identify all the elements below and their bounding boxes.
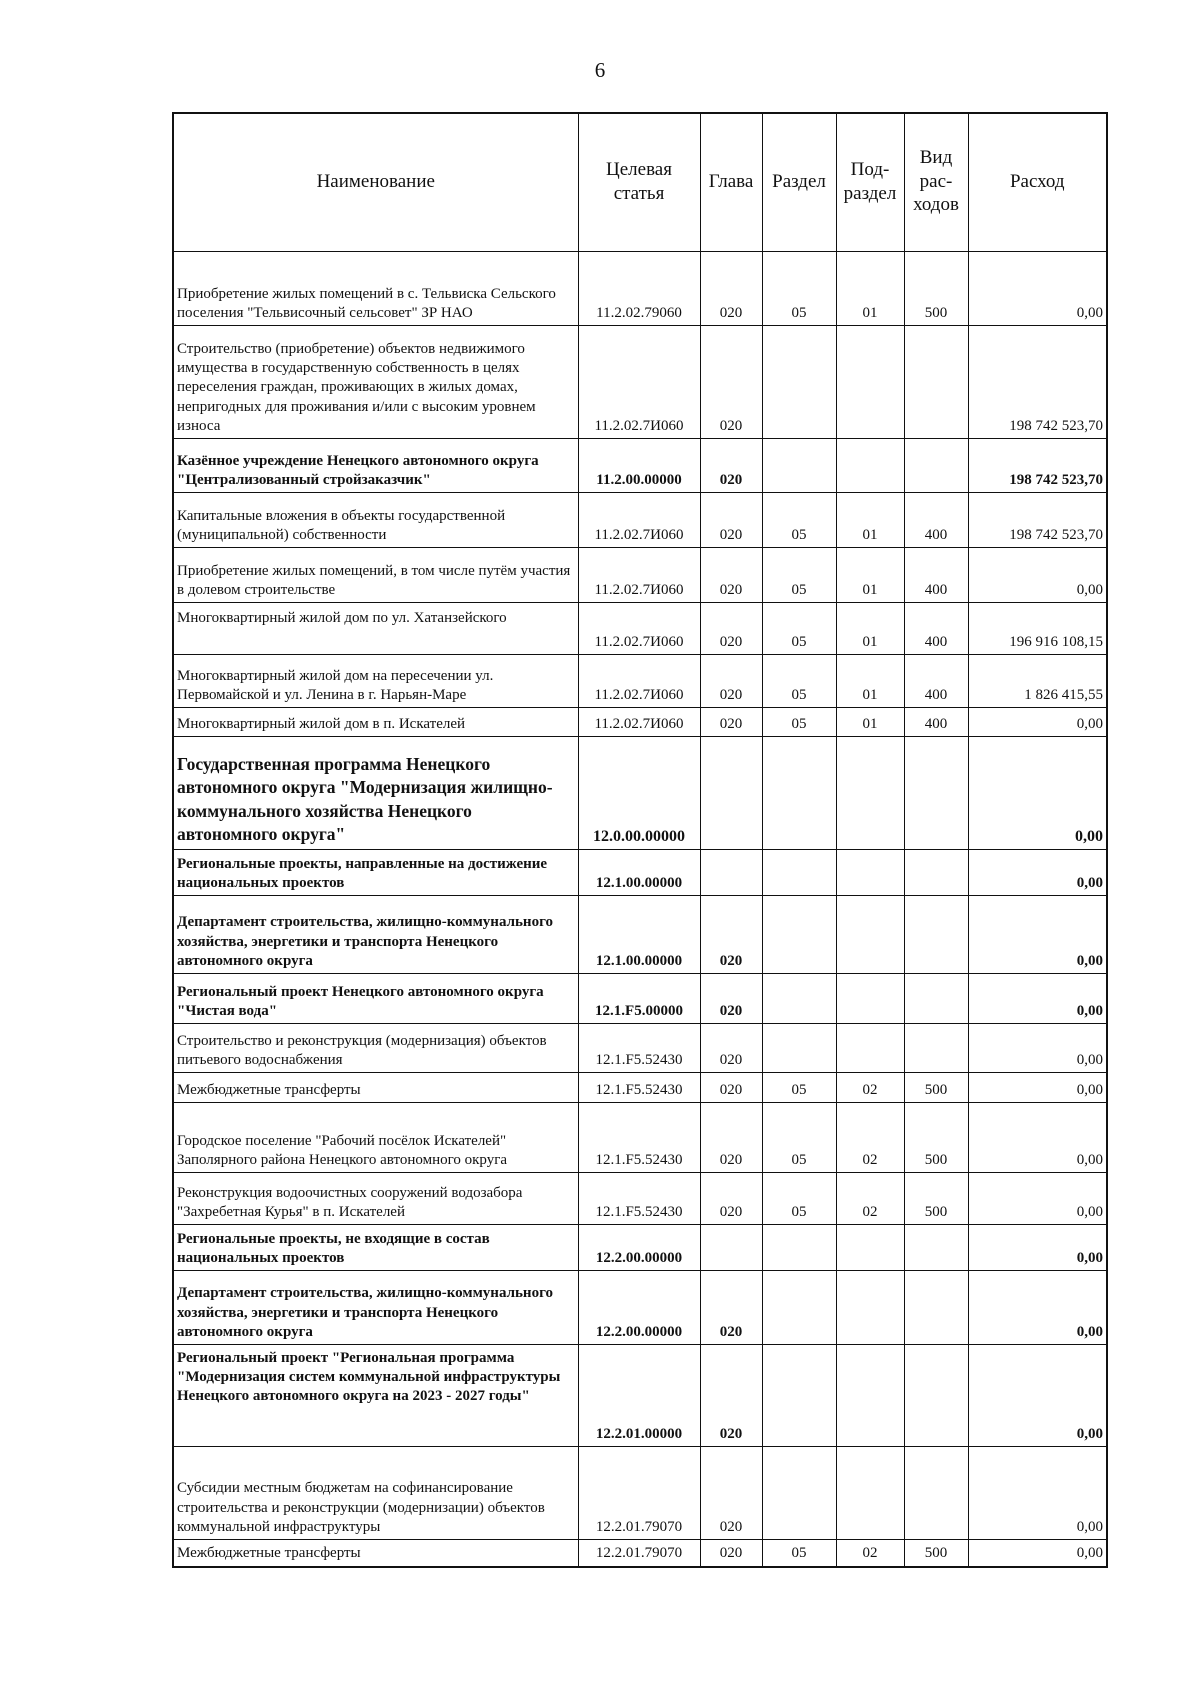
table-row bbox=[173, 655, 1107, 708]
table-row bbox=[173, 708, 1107, 737]
row-target: 12.2.01.00000 bbox=[578, 1345, 700, 1447]
row-type: 400 bbox=[904, 548, 968, 603]
row-section: 05 bbox=[762, 1173, 836, 1225]
row-chapter: 020 bbox=[700, 655, 762, 708]
row-target: 12.2.01.79070 bbox=[578, 1447, 700, 1540]
row-subsection bbox=[836, 974, 904, 1024]
row-chapter: 020 bbox=[700, 708, 762, 737]
row-amount: 0,00 bbox=[968, 1024, 1107, 1073]
row-chapter: 020 bbox=[700, 1447, 762, 1540]
row-amount: 0,00 bbox=[968, 1345, 1107, 1447]
row-subsection bbox=[836, 1024, 904, 1073]
row-name: Межбюджетные трансферты bbox=[173, 1073, 578, 1103]
row-type bbox=[904, 1447, 968, 1540]
row-name: Городское поселение "Рабочий посёлок Искателей" Заполярного района Ненецкого автономного округа bbox=[173, 1103, 578, 1173]
row-type: 400 bbox=[904, 708, 968, 737]
row-target: 11.2.00.00000 bbox=[578, 439, 700, 493]
header-target-article: Целевая статья bbox=[578, 113, 700, 252]
row-target: 12.1.F5.52430 bbox=[578, 1173, 700, 1225]
row-subsection bbox=[836, 737, 904, 850]
row-name: Региональные проекты, не входящие в состав национальных проектов bbox=[173, 1225, 578, 1271]
row-section: 05 bbox=[762, 603, 836, 655]
header-expense: Расход bbox=[968, 113, 1107, 252]
row-subsection: 01 bbox=[836, 548, 904, 603]
row-chapter: 020 bbox=[700, 493, 762, 548]
row-target: 12.1.F5.52430 bbox=[578, 1073, 700, 1103]
row-name: Многоквартирный жилой дом в п. Искателей bbox=[173, 708, 578, 737]
row-subsection bbox=[836, 1271, 904, 1345]
row-section: 05 bbox=[762, 493, 836, 548]
row-chapter: 020 bbox=[700, 974, 762, 1024]
row-section: 05 bbox=[762, 1103, 836, 1173]
row-section bbox=[762, 896, 836, 974]
row-target: 12.1.F5.00000 bbox=[578, 974, 700, 1024]
table-row bbox=[173, 1271, 1107, 1345]
table-row bbox=[173, 493, 1107, 548]
row-section bbox=[762, 1345, 836, 1447]
budget-table bbox=[172, 112, 1108, 1568]
row-chapter: 020 bbox=[700, 1103, 762, 1173]
row-target: 12.1.00.00000 bbox=[578, 896, 700, 974]
header-chapter: Глава bbox=[700, 113, 762, 252]
row-name: Строительство и реконструкция (модернизация) объектов питьевого водоснабжения bbox=[173, 1024, 578, 1073]
row-subsection: 02 bbox=[836, 1173, 904, 1225]
row-amount: 0,00 bbox=[968, 850, 1107, 896]
row-subsection bbox=[836, 1447, 904, 1540]
row-name: Субсидии местным бюджетам на софинансирование строительства и реконструкции (модернизации) объектов коммунальной инфраструктуры bbox=[173, 1447, 578, 1540]
row-subsection bbox=[836, 896, 904, 974]
row-subsection bbox=[836, 850, 904, 896]
row-subsection: 01 bbox=[836, 603, 904, 655]
row-target: 12.0.00.00000 bbox=[578, 737, 700, 850]
row-amount: 0,00 bbox=[968, 1103, 1107, 1173]
row-type bbox=[904, 1024, 968, 1073]
row-amount: 0,00 bbox=[968, 708, 1107, 737]
row-subsection: 02 bbox=[836, 1073, 904, 1103]
row-name: Многоквартирный жилой дом по ул. Хатанзейского bbox=[173, 603, 578, 655]
row-amount: 0,00 bbox=[968, 974, 1107, 1024]
row-subsection: 02 bbox=[836, 1103, 904, 1173]
header-expense-type: Вид рас-ходов bbox=[904, 113, 968, 252]
row-name: Строительство (приобретение) объектов недвижимого имущества в государственную собственность в целях переселения граждан, проживающих в жилых домах, непригодных для проживания и/или с высоким уровнем износа bbox=[173, 326, 578, 439]
table-row bbox=[173, 439, 1107, 493]
row-type: 500 bbox=[904, 1073, 968, 1103]
table-row bbox=[173, 1024, 1107, 1073]
row-chapter: 020 bbox=[700, 326, 762, 439]
row-target: 12.1.00.00000 bbox=[578, 850, 700, 896]
table-row bbox=[173, 1073, 1107, 1103]
row-amount: 0,00 bbox=[968, 737, 1107, 850]
table-row bbox=[173, 1345, 1107, 1447]
row-name: Многоквартирный жилой дом на пересечении ул. Первомайской и ул. Ленина в г. Нарьян-Маре bbox=[173, 655, 578, 708]
table-row bbox=[173, 1540, 1107, 1567]
row-section: 05 bbox=[762, 655, 836, 708]
row-section bbox=[762, 1271, 836, 1345]
row-subsection bbox=[836, 1345, 904, 1447]
row-amount: 0,00 bbox=[968, 1073, 1107, 1103]
row-name: Казённое учреждение Ненецкого автономного округа "Централизованный стройзаказчик" bbox=[173, 439, 578, 493]
row-chapter: 020 bbox=[700, 1024, 762, 1073]
row-name: Региональные проекты, направленные на достижение национальных проектов bbox=[173, 850, 578, 896]
row-target: 12.2.00.00000 bbox=[578, 1225, 700, 1271]
row-subsection: 01 bbox=[836, 655, 904, 708]
row-type: 500 bbox=[904, 252, 968, 326]
table-row bbox=[173, 252, 1107, 326]
row-name: Приобретение жилых помещений, в том числе путём участия в долевом строительстве bbox=[173, 548, 578, 603]
row-amount: 198 742 523,70 bbox=[968, 493, 1107, 548]
row-target: 11.2.02.7И060 bbox=[578, 603, 700, 655]
row-chapter: 020 bbox=[700, 548, 762, 603]
row-target: 11.2.02.7И060 bbox=[578, 655, 700, 708]
row-target: 12.1.F5.52430 bbox=[578, 1024, 700, 1073]
row-chapter: 020 bbox=[700, 252, 762, 326]
row-name: Капитальные вложения в объекты государственной (муниципальной) собственности bbox=[173, 493, 578, 548]
row-subsection: 01 bbox=[836, 493, 904, 548]
row-name: Региональный проект "Региональная программа "Модернизация систем коммунальной инфраструктуры Ненецкого автономного округа на 2023 - 2027 годы" bbox=[173, 1345, 578, 1447]
row-section bbox=[762, 974, 836, 1024]
row-target: 11.2.02.7И060 bbox=[578, 708, 700, 737]
row-section: 05 bbox=[762, 252, 836, 326]
row-type bbox=[904, 850, 968, 896]
row-type bbox=[904, 1225, 968, 1271]
row-section bbox=[762, 737, 836, 850]
row-amount: 0,00 bbox=[968, 252, 1107, 326]
row-amount: 0,00 bbox=[968, 1271, 1107, 1345]
row-type: 400 bbox=[904, 655, 968, 708]
table-row bbox=[173, 974, 1107, 1024]
row-name: Департамент строительства, жилищно-коммунального хозяйства, энергетики и транспорта Ненецкого автономного округа bbox=[173, 896, 578, 974]
row-type bbox=[904, 974, 968, 1024]
row-section: 05 bbox=[762, 708, 836, 737]
row-type: 400 bbox=[904, 493, 968, 548]
row-amount: 0,00 bbox=[968, 1225, 1107, 1271]
row-type: 500 bbox=[904, 1173, 968, 1225]
row-type: 400 bbox=[904, 603, 968, 655]
table-row bbox=[173, 896, 1107, 974]
row-type bbox=[904, 737, 968, 850]
table-row bbox=[173, 1173, 1107, 1225]
row-amount: 0,00 bbox=[968, 1173, 1107, 1225]
row-amount: 0,00 bbox=[968, 896, 1107, 974]
row-chapter: 020 bbox=[700, 439, 762, 493]
table-row bbox=[173, 1103, 1107, 1173]
row-target: 12.1.F5.52430 bbox=[578, 1103, 700, 1173]
table-row bbox=[173, 850, 1107, 896]
row-section: 05 bbox=[762, 1073, 836, 1103]
table-row bbox=[173, 548, 1107, 603]
row-name: Департамент строительства, жилищно-коммунального хозяйства, энергетики и транспорта Ненецкого автономного округа bbox=[173, 1271, 578, 1345]
row-name: Государственная программа Ненецкого автономного округа "Модернизация жилищно-коммунального хозяйства Ненецкого автономного округа" bbox=[173, 737, 578, 850]
row-chapter: 020 bbox=[700, 1345, 762, 1447]
row-subsection: 01 bbox=[836, 252, 904, 326]
header-subsection: Под-раздел bbox=[836, 113, 904, 252]
row-section: 05 bbox=[762, 548, 836, 603]
row-subsection bbox=[836, 326, 904, 439]
row-subsection bbox=[836, 439, 904, 493]
row-subsection: 01 bbox=[836, 708, 904, 737]
row-subsection: 02 bbox=[836, 1540, 904, 1567]
table-row bbox=[173, 1225, 1107, 1271]
row-section bbox=[762, 1447, 836, 1540]
row-type bbox=[904, 1271, 968, 1345]
row-type bbox=[904, 896, 968, 974]
row-type: 500 bbox=[904, 1540, 968, 1567]
table-row bbox=[173, 1447, 1107, 1540]
row-type bbox=[904, 1345, 968, 1447]
row-amount: 198 742 523,70 bbox=[968, 326, 1107, 439]
row-target: 11.2.02.7И060 bbox=[578, 326, 700, 439]
row-type bbox=[904, 439, 968, 493]
table-row bbox=[173, 737, 1107, 850]
row-section bbox=[762, 439, 836, 493]
row-type: 500 bbox=[904, 1103, 968, 1173]
row-chapter: 020 bbox=[700, 896, 762, 974]
row-chapter: 020 bbox=[700, 1073, 762, 1103]
table-row bbox=[173, 326, 1107, 439]
row-target: 11.2.02.7И060 bbox=[578, 493, 700, 548]
row-amount: 1 826 415,55 bbox=[968, 655, 1107, 708]
page-number: 6 bbox=[594, 58, 606, 82]
row-target: 12.2.00.00000 bbox=[578, 1271, 700, 1345]
row-amount: 0,00 bbox=[968, 1540, 1107, 1567]
row-amount: 0,00 bbox=[968, 548, 1107, 603]
row-name: Приобретение жилых помещений в с. Тельвиска Сельского поселения "Тельвисочный сельсовет" ЗР НАО bbox=[173, 252, 578, 326]
row-amount: 0,00 bbox=[968, 1447, 1107, 1540]
table-row bbox=[173, 603, 1107, 655]
header-section: Раздел bbox=[762, 113, 836, 252]
row-section bbox=[762, 1024, 836, 1073]
header-name: Наименование bbox=[173, 113, 578, 252]
row-chapter: 020 bbox=[700, 1173, 762, 1225]
row-name: Реконструкция водоочистных сооружений водозабора "Захребетная Курья" в п. Искателей bbox=[173, 1173, 578, 1225]
row-target: 12.2.01.79070 bbox=[578, 1540, 700, 1567]
row-section: 05 bbox=[762, 1540, 836, 1567]
row-section bbox=[762, 1225, 836, 1271]
row-chapter bbox=[700, 850, 762, 896]
row-target: 11.2.02.79060 bbox=[578, 252, 700, 326]
row-chapter: 020 bbox=[700, 1540, 762, 1567]
row-chapter: 020 bbox=[700, 1271, 762, 1345]
row-section bbox=[762, 326, 836, 439]
row-chapter bbox=[700, 737, 762, 850]
row-name: Региональный проект Ненецкого автономного округа "Чистая вода" bbox=[173, 974, 578, 1024]
row-amount: 198 742 523,70 bbox=[968, 439, 1107, 493]
row-subsection bbox=[836, 1225, 904, 1271]
row-chapter bbox=[700, 1225, 762, 1271]
row-name: Межбюджетные трансферты bbox=[173, 1540, 578, 1567]
header-row bbox=[173, 113, 1107, 252]
row-section bbox=[762, 850, 836, 896]
row-target: 11.2.02.7И060 bbox=[578, 548, 700, 603]
row-type bbox=[904, 326, 968, 439]
row-amount: 196 916 108,15 bbox=[968, 603, 1107, 655]
row-chapter: 020 bbox=[700, 603, 762, 655]
